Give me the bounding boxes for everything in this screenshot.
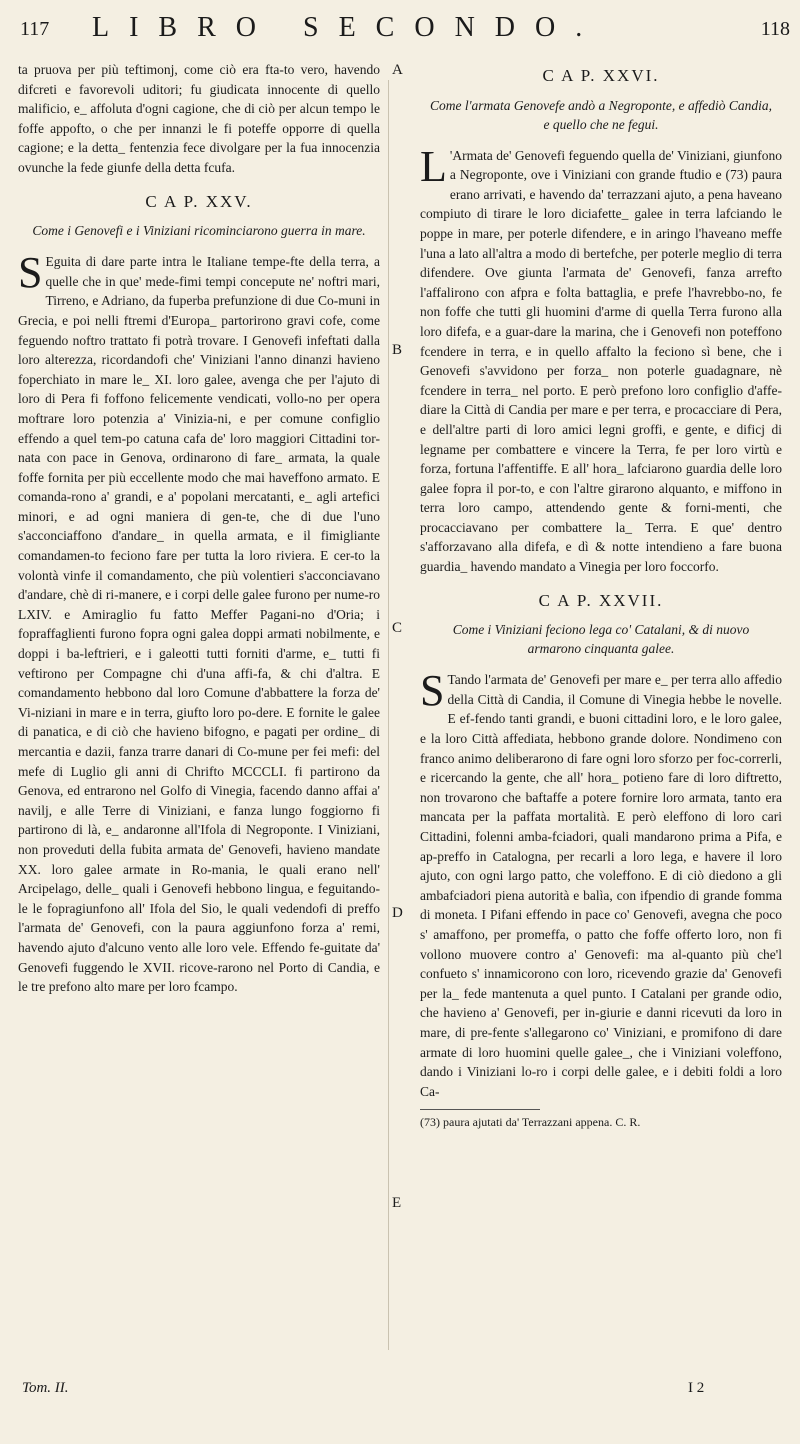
chapter-27-body-wrap <box>420 666 782 1101</box>
left-column <box>18 60 380 997</box>
margin-letter-d: D <box>392 905 403 921</box>
margin-letter-b: B <box>392 342 403 358</box>
chapter-27-description: Come i Viniziani feciono lega co' Catalani, & di nuovo armarono cinquanta galee. <box>452 622 750 657</box>
chapter-25-description: Come i Genovefi e i Viniziani ricominciarono guerra in mare. <box>32 223 366 239</box>
chapter-25-body-wrap <box>18 248 380 997</box>
running-header <box>20 12 790 52</box>
chapter-25-body: Eguita di dare parte intra le Italiane tempe-fte della terra, a quelle che in que' mede-fimi tempi concepute ne' noftri mari, Tirreno, e Adriano, da fuperba prefunzione di due Co-muni in Grecia, e poi nelli ftremi d'Europa_ partorirono gravi cofe, come feguendo noftro trattato fi potrà trovare. I Genovefi infeftati dalla loro alterezza, ricordandofi che' Viniziani l'anno dinanzi havieno foperchiato in mare le_ XI. loro galee, avenga che per l'ajuto di loro di Pera fi foffono felicemente vendicati, vollo-no per opera moftrare loro potenzia a' Vinizia-ni, e per comune configlio effendo a quel tem-po catuna cafa de' loro maggiori Cittadini tor-nata con pace in Genova, ordinarono di fare_ armata, la quale foffe fornita per più eccellente modo che mai haveffono armato. E comanda-rono a' grandi, e a' popolani mercatanti, e_ agli artefici minori, e ad ogni maniera di gen-te, che di due l'uno s'acconciaffono d'andare_ in quella armata, e il fimigliante comandamen-to feciono fare per tutta la loro riviera. E cer-to la volontà vinfe il comandamento, che più volentieri s'acconciavano d'andare, chè di ri-manere, e i corpi delle galee furono per nume-ro LXIV. e Amiraglio fu fatto Meffer Pagani-no d'Oria; i fopraffaglienti furono fopra ogni galea doppi armati nobilmente, e doppi i ba-leftrieri, e i galeotti tutti forniti d'arme, e_ tutti fi veftirono per Compagne chi d'una affi-fa, & chi d'altra. E comandamento hebbono dal loro Comune d'abbattere la forza de' Vi-niziani in mare e in terra, giufto loro po-dere. E fornite le galee di panatica, e di ciò che havieno bifogno, e pagati per ordine_ di mercantia e dazii, fanza trarre danari di Co-mune per fei mefi: del mefe di Luglio gli anni di Chrifto MCCCLI. fi partirono da Genova, ed entrarono nel Golfo di Vinegia, facendo danno affai a' navilj, e alle Terre di Viniziani, e fanza lungo foggiorno fi partirono di là, e_ andaronne all'Ifola di Negroponte. I Viniziani, non proveduti della fubita armata de' Genovefi, havieno mandate XX. loro galee armate in Ro-mania, le quali erano nell' Arcipelago, delle_ quali i Genovefi hebbono lingua, e feguitando-le le fopragiunfono all' Ifola del Sio, le quali vedendofi di preffo l'armata de' Genovefi, con la paura aggiunfono forza a' remi, havendo ajuto d'alcuno vento alle loro vele. Effendo fe-guitate da' Genovefi fuggendo le XVII. ricove-rarono nel Porto di Candia, e le tre prefono alto mare per loro fcampo. <box>18 254 380 995</box>
footnote-rule <box>420 1109 540 1110</box>
margin-letters <box>388 60 412 1360</box>
chapter-25-title: C A P. XXV. <box>145 191 253 211</box>
chapter-26-title: C A P. XXVI. <box>542 66 660 85</box>
chapter-27-title: C A P. XXVII. <box>538 590 664 610</box>
chapter-26-dropcap: L <box>420 141 447 191</box>
chapter-26-body: 'Armata de' Genovefi feguendo quella de' Viniziani, giunfono a Negroponte, ove i Viniziani con grande ftudio e (73) paura erano arrivati, e havendo da' terrazzani ajuto, a pena haveano compiuto di tirare le loro diciafette_ galee in terra lafciando le poppe in mare, per poterle difendere, e in aringo l'haveano meffe l'una a lato all'altra a modo di bertefche, per poterle meglio di terra difendere. Ove giunta l'armata de' Genovefi, fanza arrefto l'affalirono con afpra e folta battaglia, e prefe l'havrebbo-no, fe non foffe che tutti gli huomini d'arme di quella Terra furono alla loro difefa, e a guar-dare la marina, che i Genovefi non poteffono fcendere in terra, e in quello affalto la feciono sì bene, che i Genovefi s'avvidono per forza_ non poterle guadagnare, nè fcendere in terra_ nel porto. E però prefono loro configlio d'affe-diare la Città di Candia per mare e per terra, e procacciare di Pera, e dell'altre parti di loro amici legni groffi, e gente, e dificj di legname per combattere e vincere la Terra, fe per loro virtù e forza, fortuna l'affentiffe. E all' hora_ lafciarono guardia delle loro galee fopra il por-to, e con l'altre girarono alquanto, e miffono in terra loro campo, attendendo gente & forni-menti, che procacciavano per combattere la_ Terra. E que' dentro s'afforzavano alla difefa, e dì & notte intendieno a fare buona guardia_ havendo mandato a Vinegia per loro foccorfo. <box>420 147 782 575</box>
chapter-27-body: Tando l'armata de' Genovefi per mare e_ per terra allo affedio della Città di Candia, il Comune di Vinegia hebbe le novelle. E ef-fendo tanti grandi, e buoni cittadini loro, e le loro galee, e la loro Città affediata, hebbono grande dolore. Nondimeno con franco animo deliberarono di fare ogni loro sforzo per foc-correrli, e ricercando la gente, che all' hora_ potieno fare di loro diftretto, non trovarono che baftaffe a potere fornire loro armata, tanto era mancata per la paffata mortalità. E però eleffono di loro cari Cittadini, folenni amba-fciadori, quali mandarono prima a Pifa, e ap-preffo in Catalogna, per recarli a loro lega, e havere il loro ajuto, con ogni largo patto, che voleffono. E di ciò diedono a gli ambafciadori piena autorità e balìa, con ifpendio di grande fomma di moneta. I Pifani effendo in pace co' Genovefi, avegna che poco s' amaffono, per promeffa, o patto che foffe offerto loro, non fi vollono muovere contro a' Genovefi: ma al-quanto più che'l confueto s' innamicorono con loro, ricevendo grazie da' Genovefi per la_ fede mantenuta a quel punto. I Catalani per grande odio, che havieno a' Genovefi, per in-giurie e danni ricevuti da loro in mare, di pre-fente s'allegarono co' Viniziani, e promifono di dare armate di loro huomini quelle galee_, che i Viniziani voleffono, dando i Viniziani lo-ro i corpi delle galee, e i debiti foldi a loro Ca- <box>420 672 782 1099</box>
chapter-27-dropcap: S <box>420 666 445 716</box>
running-title: LIBRO SECONDO. <box>92 12 603 43</box>
volume-signature: Tom. II. <box>22 1380 69 1396</box>
left-page-number: 117 <box>20 18 50 40</box>
right-column <box>420 60 782 1130</box>
margin-letter-e: E <box>392 1195 402 1211</box>
intro-paragraph: ta pruova per più teftimonj, come ciò era fta-to vero, havendo difcreti e favorevoli uditori; fu giudicata innocente di quello malificio, e_ affoluta d'ogni cagione, che di ciò per alcun tempo le foffe appofto, o che per innanzi le fi poteffe opporre di quella cagione; e la detta_ fentenzia fece divolgare per la fua innocenzia ovunche la fede giunfe della detta fcufa. <box>18 62 380 175</box>
right-page-number: 118 <box>760 18 790 40</box>
chapter-26-body-wrap <box>420 141 782 577</box>
chapter-26-description: Come l'armata Genovefe andò a Negroponte, e affediò Candia, e quello che ne fegui. <box>429 97 773 132</box>
gathering-signature: I 2 <box>688 1380 705 1396</box>
footnote: (73) paura ajutati da' Terrazzani appena. C. R. <box>420 1115 641 1130</box>
margin-letter-c: C <box>392 620 403 636</box>
margin-letter-a: A <box>392 62 403 78</box>
chapter-25-dropcap: S <box>18 248 43 298</box>
